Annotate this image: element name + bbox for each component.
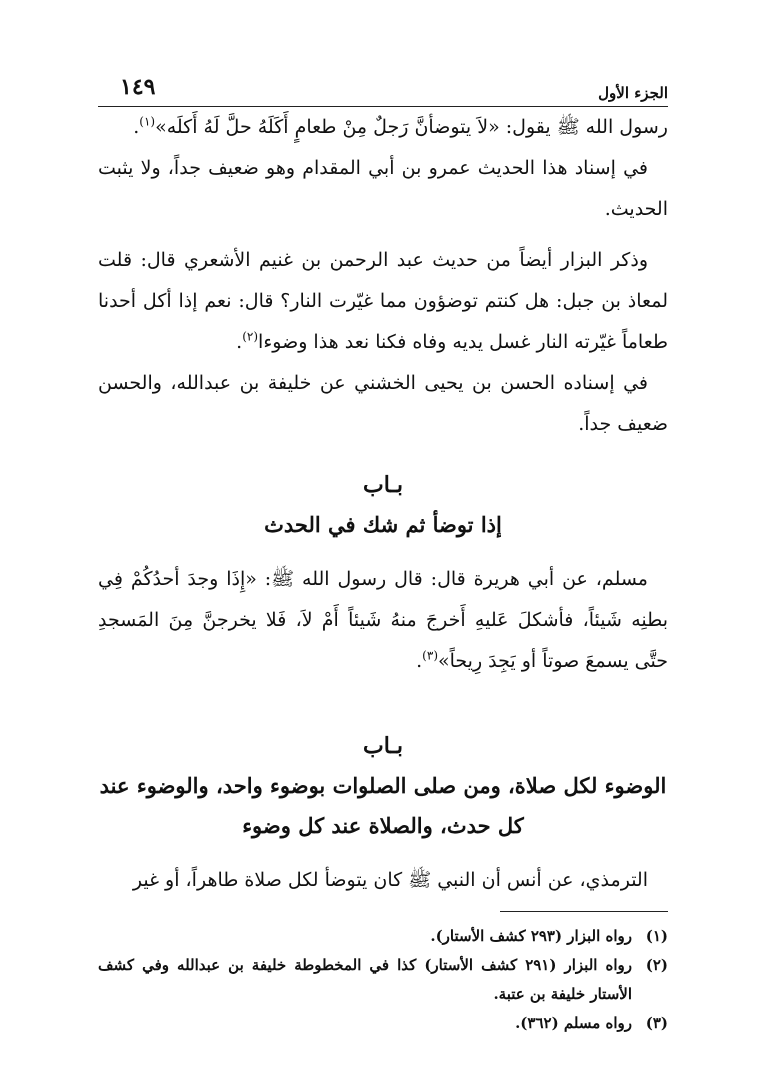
paragraph-hadith-3: مسلم، عن أبي هريرة قال: قال رسول الله ﷺ: «إِذَا وجدَ أحدُكُمْ فِي بطنِه شَيئاً، فأشكلَ عَليهِ أَخرجَ منهُ شَيئاً أَمْ لاَ، فَلا يخرجنَّ مِنَ المَسجدِ حتَّى يسمعَ صوتاً أو يَجِدَ رِيحاً»$^{(٣)}$. — [98, 568, 668, 672]
footnote-divider — [500, 911, 668, 912]
footnote-ref-3: (٣) — [422, 648, 438, 663]
footnotes — [98, 922, 668, 1038]
section-title-2-line-2: كل حدث، والصلاة عند كل وضوء — [242, 813, 524, 838]
footnote-text: رواه البزار (٢٩١ كشف الأستار) كذا في المخطوطة خليفة بن عبدالله وفي كشف الأستار خليفة بن عتبة. — [98, 956, 632, 1003]
paragraph-hadith-4: الترمذي، عن أنس أن النبي ﷺ كان يتوضأ لكل صلاة طاهراً، أو غير — [132, 869, 648, 891]
footnote-1 — [98, 922, 668, 951]
section-title-2-line-1: الوضوء لكل صلاة، ومن صلى الصلوات بوضوء واحد، والوضوء عند — [99, 773, 667, 798]
page-body — [98, 107, 668, 901]
page-header — [98, 70, 668, 107]
section-title-1: إذا توضأ ثم شك في الحدث — [264, 512, 502, 537]
book-page — [98, 70, 668, 1038]
footnote-number: (٢) — [645, 956, 668, 974]
footnote-2 — [98, 951, 668, 1009]
section-heading-1: بـاب — [363, 472, 403, 498]
footnote-text: رواه البزار (٢٩٣ كشف الأستار). — [430, 927, 632, 945]
footnote-ref-2: (٢) — [242, 329, 259, 344]
footnote-number: (١) — [645, 927, 668, 945]
paragraph-isnad-1: في إسناد هذا الحديث عمرو بن أبي المقدام وهو ضعيف جداً، ولا يثبت الحديث. — [98, 157, 668, 220]
footnote-3 — [98, 1009, 668, 1038]
part-title: الجزء الأول — [598, 84, 668, 102]
paragraph-hadith-2: وذكر البزار أيضاً من حديث عبد الرحمن بن غنيم الأشعري قال: قلت لمعاذ بن جبل: هل كنتم توضؤون مما غيّرت النار؟ قال: نعم إذا أكل أحدنا طعاماً غيّرته النار غسل يديه وفاه فكنا نعد هذا وضوءا$^{(٢)}$. — [98, 249, 668, 353]
page-number: ١٤٩ — [120, 74, 156, 100]
paragraph-isnad-2: في إسناده الحسن بن يحيى الخشني عن خليفة بن عبدالله، والحسن ضعيف جداً. — [98, 372, 668, 435]
paragraph-hadith-1: رسول الله ﷺ يقول: «لاَ يتوضأنَّ رَجلٌ مِنْ طعامٍ أَكَلَهُ حلَّ لَهُ أَكلَه»$^{(١)}$. — [133, 114, 668, 138]
footnote-number: (٣) — [645, 1014, 668, 1032]
footnote-ref-1: (١) — [139, 114, 156, 129]
footnote-text: رواه مسلم (٣٦٢). — [515, 1014, 632, 1032]
section-heading-2: بـاب — [363, 733, 403, 759]
